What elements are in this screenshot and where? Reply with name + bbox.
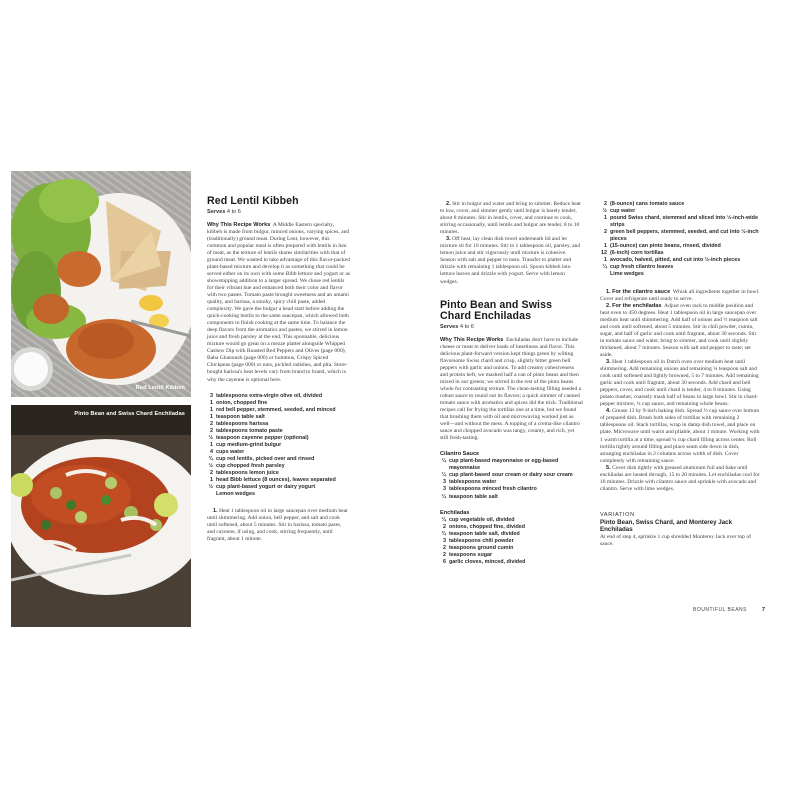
ingredient-item: 1 pound Swiss chard, stemmed and sliced into ½-inch-wide strips [604,215,758,229]
serves-kibbeh [207,209,350,215]
why-this-recipe-works-enchiladas [440,337,583,443]
ingredient-item: 1 red bell pepper, stemmed, seeded, and minced [210,406,336,413]
ingredient-item: 2 onions, chopped fine, divided [443,523,526,530]
subheading-cilantro-sauce: Cilantro Sauce [440,451,480,458]
kibbeh-plate-image [11,171,191,397]
why-text: Enchiladas don't have to include cheese or meat to deliver loads of heartiness and flavor. This delicious plant-forward version kept things green by wilting flavorsome Swiss chard and crisp, slightly bitter green bell peppers with garlic and onions. To add creamy cohesiveness and protein heft, we mashed half a can of pinto beans and then mixed in our greens; we stirred in the rest of the pinto beans whole for contrasting texture. The clean-tasting filling needed a robust sauce to round out its flavors; a quick simmer of canned tomato sauce with aromatics and spices did the trick. Traditional recipes call for frying the tortillas one at a time, but we found that brushing them with oil and microwaving worked just as well—and without the mess. A topping of a crema-like cilantro sauce and chopped avocado was tangy, creamy, and rich, yet still fresh-tasting. [440,336,583,442]
ingredient-item: 1 head Bibb lettuce (8 ounces), leaves separated [210,477,336,484]
ingredient-item: 2 tablespoons lemon juice [210,470,279,477]
variation-text: At end of step 4, sprinkle 1 cup shredded Monterey Jack over top of sauce. [600,533,751,547]
running-section-title: BOUNTIFUL BEANS [693,607,747,613]
why-label: Why This Recipe Works [207,221,271,228]
recipe-title-enchiladas: Pinto Bean and Swiss Chard Enchiladas [440,298,553,323]
ingredient-item: 1 avocado, halved, pitted, and cut into ½-inch pieces [604,257,741,264]
subheading-enchiladas: Enchiladas [440,509,470,516]
steps-enchiladas [600,289,760,493]
ingredient-item: ¼ cup plant-based mayonnaise or egg-based mayonnaise [441,458,559,472]
ingredient-item: ¾ cup red lentils, picked over and rinsed [208,456,315,462]
why-label: Why This Recipe Works [440,336,504,343]
variation-label: VARIATION [600,511,635,518]
ingredient-item: 3 tablespoons extra-virgin olive oil, divided [210,392,323,399]
ingredient-item: ¼ cup fresh cilantro leaves [602,264,674,271]
why-text: A Middle Eastern specialty, kibbeh is made from bulgur, minced onions, varying spices, and (traditionally) ground meat. During Lent, however, this common and popular meal is often prepared with lentils in lieu of meat, as the texture of lentils shares similarities with that of ground meat. We wanted to take advantage of this flavor-packed plant-based mixture and develop it as something that could be served either on its own with some Bibb lettuce and yogurt or as showstopping addition to a larger spread. We chose red lentils for their vibrant hue and enhanced both their color and flavor with two pastes. Tomato paste brought sweetness and an umami quality, and harissa, a smoky, spicy chili paste, added complexity. We gave the bulgur a head start before adding the quick-cooking lentils to the same saucepan, which allowed both components to finish cooking at the same time. To balance the deep flavors from the aromatics and pastes, we stirred in lemon juice and fresh parsley at the end. This spoonable, delicious mixture would go great on a mezze platter alongside Whipped Cashew Dip with Roasted Red Peppers and Olives (page 000), Baba Ghanoush (page 000) or hummus, Crispy Spiced Chickpeas (page 000) or nuts, pickled radishes, and pita. Store-bought harissa's heat levels vary from brand to brand, which is why the cayenne is optional here. [207,221,350,383]
ingredient-list-cilantro-sauce [440,458,583,500]
steps-kibbeh-part1 [207,508,350,543]
ingredient-item: ¾ teaspoon table salt, divided [441,530,520,537]
serves-value: 4 to 6 [459,323,474,330]
step-item: 1. For the cilantro sauce Whisk all ingredients together in bowl. Cover and refrigerate until ready to serve. [600,288,760,302]
photo-enchiladas [11,405,191,627]
photo-caption-kibbeh: Red Lentil Kibbeh [135,385,185,391]
ingredient-item: 3 tablespoons minced fresh cilantro [443,486,537,493]
ingredient-item: 6 garlic cloves, minced, divided [443,558,526,565]
ingredient-item: ½ cup plant-based yogurt or dairy yogurt [208,484,316,491]
ingredient-item: 2 tablespoons harissa [210,420,269,427]
ingredient-item: 3 tablespoons chili powder [443,537,514,544]
ingredient-item: 2 teaspoons ground cumin [443,544,514,551]
ingredient-item: ¼ cup plant-based sour cream or dairy sour cream [441,472,573,479]
column-right [600,201,760,548]
serves-enchiladas [440,324,583,330]
step-item: 2. For the enchiladas Adjust oven rack to middle position and heat oven to 450 degrees. Heat 1 tablespoon oil in large saucepan over medium heat until shimmering. Add half of onions and ½ teaspoon salt and cook until softened, about 5 minutes. Stir in chili powder, cumin, sugar, and half of garlic and cook until fragrant, about 30 seconds. Stir in tomato sauce and water, bring to simmer, and cook until slightly thickened, about 7 minutes. Season with salt and pepper to taste; set aside. [600,302,758,358]
ingredient-item: 3 tablespoons water [443,479,497,486]
step-item: 3. Off heat, lay clean dish towel underneath lid and let mixture sit for 10 minutes. Stir in 1 tablespoon oil, parsley, and lemon juice and stir vigorously until mixture is cohesive. Season with salt and pepper to taste. Transfer to platter and drizzle with remaining 1 tablespoon oil. Spoon kibbeh into lettuce leaves and drizzle with yogurt. Serve with lemon wedges. [440,236,581,285]
photo-caption-enchiladas: Pinto Bean and Swiss Chard Enchiladas [74,411,185,417]
ingredient-item: ¼ cup vegetable oil, divided [441,516,515,523]
ingredient-item: 12 (6-inch) corn tortillas [601,250,664,257]
ingredient-item: 4 cups water [210,448,245,455]
step-item: 3. Heat 1 tablespoon oil in Dutch oven over medium heat until shimmering. Add remaining onions and remaining ¼ teaspoon salt and cook until softened and lightly browned, 5 to 7 minutes. Add remaining garlic and cook until fragrant, about 30 seconds. Add chard and bell peppers, cover, and cook until chard is tender, 4 to 8 minutes. Using potato masher, coarsely mash half of beans in large bowl. Stir in chard-pepper mixture, ¼ cup sauce, and remaining whole beans. [600,358,759,408]
ingredient-item: ½ cup water [602,208,636,215]
column-middle [440,201,583,566]
ingredient-item: ¼ teaspoon table salt [441,493,498,500]
ingredient-item: 1 cup medium-grind bulgur [210,441,282,448]
ingredient-item: 2 tablespoons tomato paste [210,427,283,434]
serves-label: Serves [440,323,459,330]
serves-value: 4 to 6 [226,208,241,215]
step-item: 4. Grease 13 by 9-inch baking dish. Spread ½ cup sauce over bottom of prepared dish. Brush both sides of tortillas with remaining 2 tablespoons oil. Stack tortillas, wrap in damp dish towel, and place on plate. Microwave until warm and pliable, about 1 minute. Working with 1 warm tortilla at a time, spread ¼ cup chard filling across center. Roll tortilla tightly around filling and place seam side down in dish, arranging enchiladas in 2 columns across width of dish. Cover completely with remaining sauce. [600,408,760,464]
photo-red-lentil-kibbeh [11,171,191,397]
ingredient-item: Lemon wedges [216,491,255,498]
ingredient-item: ½ teaspoon cayenne pepper (optional) [208,434,309,441]
ingredient-item: 2 teaspoons sugar [443,551,493,558]
ingredient-list-enchiladas-part1 [440,517,583,566]
step-item: 1. Heat 1 tablespoon oil in large saucepan over medium heat until shimmering. Add onion, bell pepper, and salt and cook until softened, about 5 minutes. Stir in harissa, tomato paste, and cayenne, if using, and cook, stirring frequently, until fragrant, about 1 minute. [207,508,348,543]
why-this-recipe-works-kibbeh [207,222,350,384]
enchiladas-plate-image [11,405,191,627]
serves-label: Serves [207,208,226,215]
ingredient-list-kibbeh [207,393,350,499]
step-item: 2. Stir in bulgur and water and bring to simmer. Reduce heat to low, cover, and simmer gently until bulgur is barely tender, about 8 minutes. Stir in lentils, cover, and continue to cook, stirring occasionally, until lentils and bulgur are tender, 8 to 10 minutes. [440,201,581,236]
ingredient-item: ½ cup chopped fresh parsley [208,463,285,470]
ingredient-list-enchiladas-part2 [600,201,760,279]
step-item: 5. Cover dish tightly with greased aluminum foil and bake until enchiladas are heated through, 15 to 20 minutes. Let enchiladas cool for 10 minutes. Drizzle with cilantro sauce and sprinkle with avocado and cilantro. Serve with lime wedges. [600,464,760,492]
ingredient-item: 1 onion, chopped fine [210,399,268,406]
page-footer [693,607,766,613]
ingredient-item: Lime wedges [610,271,644,278]
ingredient-item: 1 teaspoon table salt [210,413,265,420]
ingredient-item: 2 (8-ounce) cans tomato sauce [604,201,685,207]
ingredient-item: 1 (15-ounce) can pinto beans, rinsed, divided [604,243,721,250]
recipe-title-kibbeh: Red Lentil Kibbeh [207,195,299,207]
ingredient-item: 2 green bell peppers, stemmed, seeded, and cut into ½-inch pieces [604,229,759,243]
variation-title: Pinto Bean, Swiss Chard, and Monterey Jack Enchiladas [600,518,733,534]
page-number: 7 [761,607,766,613]
column-kibbeh [207,196,350,544]
